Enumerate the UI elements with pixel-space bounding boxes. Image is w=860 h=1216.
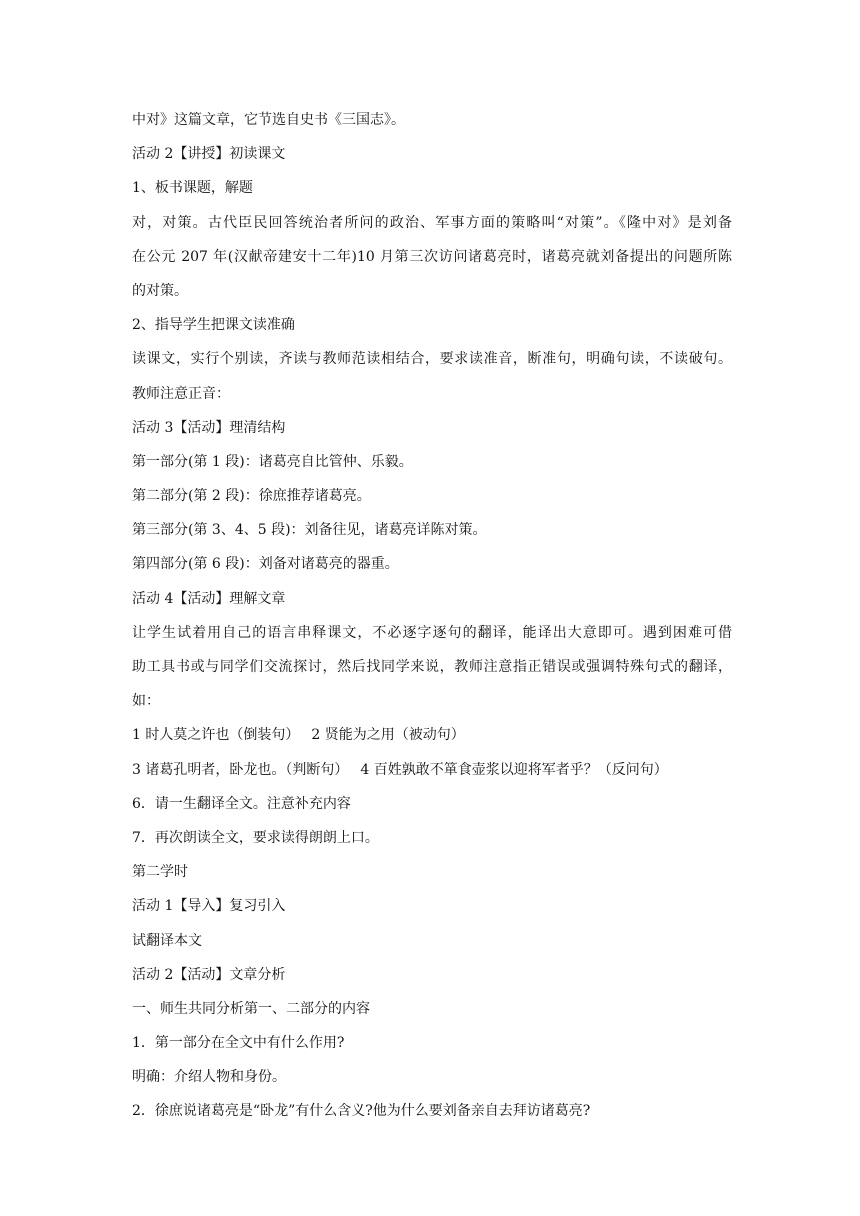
structure-item: 第三部分(第 3、4、5 段)：刘备往见，诸葛亮详陈对策。 [132,522,487,539]
step-heading: 1、板书课题，解题 [132,180,253,197]
step-item: 6．请一生翻译全文。注意补充内容 [132,795,351,812]
activity-heading: 活动 3【活动】理清结构 [132,419,286,436]
example-line [132,721,732,755]
step-heading: 一、师生共同分析第一、二部分的内容 [132,1000,370,1017]
activity-heading: 活动 4【活动】理解文章 [132,590,286,607]
structure-item: 第四部分(第 6 段)：刘备对诸葛亮的器重。 [132,556,399,573]
paragraph-line: 让学生试着用自己的语言串释课文，不必逐字逐句的翻译，能译出大意即可。遇到困难可借 [132,624,732,641]
paragraph-line: 对，对策。古代臣民回答统治者所问的政治、军事方面的策略叫“对策”。《隆中对》是刘备 [132,214,732,231]
example-line [132,756,732,790]
document-page [132,106,732,1132]
paragraph-line: 的对策。 [132,282,188,299]
activity-heading: 活动 2【活动】文章分析 [132,966,286,983]
structure-item: 第一部分(第 1 段)：诸葛亮自比管仲、乐毅。 [132,453,413,470]
text-line: 中对》这篇文章，它节选自史书《三国志》。 [132,112,405,128]
example-sentence: 3 诸葛孔明者，卧龙也。（判断句） [132,761,349,778]
section-heading: 第二学时 [132,864,188,881]
question-line: 1．第一部分在全文中有什么作用? [132,1035,345,1052]
structure-item: 第二部分(第 2 段)：徐庶推荐诸葛亮。 [132,488,371,505]
step-item: 7．再次朗读全文，要求读得朗朗上口。 [132,829,379,846]
question-line: 2．徐庶说诸葛亮是“卧龙”有什么含义?他为什么要刘备亲自去拜访诸葛亮? [132,1103,591,1120]
activity-heading: 活动 2【讲授】初读课文 [132,146,286,163]
paragraph-line: 如： [132,693,160,710]
paragraph-line: 试翻译本文 [132,932,202,949]
example-sentence: 4 百姓孰敢不箪食壶浆以迎将军者乎？（反问句） [360,761,668,778]
paragraph-line: 教师注意正音： [132,385,230,402]
activity-heading: 活动 1【导入】复习引入 [132,898,286,915]
step-heading: 2、指导学生把课文读准确 [132,317,295,334]
paragraph-line: 助工具书或与同学们交流探讨，然后找同学来说，教师注意指正错误或强调特殊句式的翻译， [132,659,732,675]
example-sentence: 2 贤能为之用（被动句） [311,727,465,744]
paragraph-line: 在公元 207 年(汉献帝建安十二年)10 月第三次访问诸葛亮时，诸葛亮就刘备提出的问题所陈 [132,248,732,265]
paragraph-line: 读课文，实行个别读，齐读与教师范读相结合，要求读准音，断准句，明确句读，不读破句。 [132,351,732,368]
example-sentence: 1 时人莫之许也（倒装句） [132,727,300,744]
answer-line: 明确：介绍人物和身份。 [132,1069,286,1086]
